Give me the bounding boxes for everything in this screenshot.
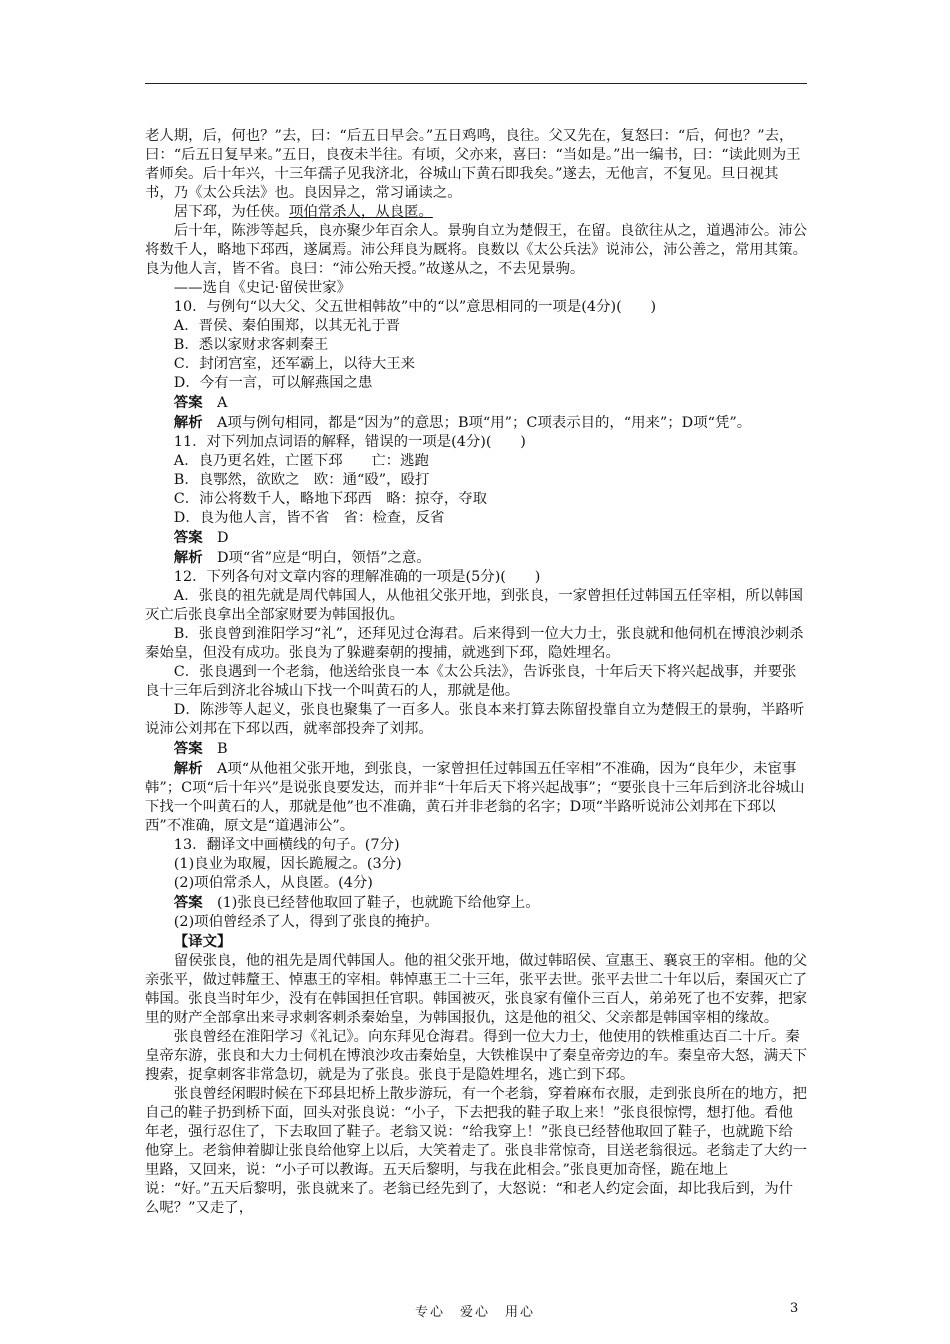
q10-stem: 10．与例句“以大父、父五世相韩故”中的“以”意思相同的一项是(4分)( ) xyxy=(173,299,657,315)
analysis-text: D项“省”应是“明白，领悟”之意。 xyxy=(217,550,431,566)
q10-option-c: C．封闭宫室，还军霸上，以待大王来 xyxy=(173,356,416,372)
q11-option-c: C．沛公将数千人，略地下邳西 略：掠夺，夺取 xyxy=(173,491,488,507)
q13-item-2: (2)项伯常杀人，从良匿。(4分) xyxy=(173,875,373,891)
q10-option-d: D．今有一言，可以解燕国之患 xyxy=(173,375,373,391)
analysis-label: 解析 xyxy=(173,760,203,777)
passage-paragraph-2-text: 居下邳，为任侠。 xyxy=(173,204,289,220)
analysis-text: A项“从他祖父张开地，到张良，一家曾担任过韩国五任宰相”不准确，因为“良年少，未宦事韩”；C项“后十年兴”是说张良要发达，而并非“十年后天下将兴起战事”；“要张良十三年后到济北谷城山下找一个叫黄石的人，那就是他”也不准确，黄石并非老翁的名字；D项“半路听说沛公刘邦在下邳以西”不准确，原文是“道遇沛公”。 xyxy=(145,761,805,834)
q13-answer xyxy=(145,893,807,913)
answer-label: 答案 xyxy=(173,394,203,411)
q12-option-b: B．张良曾到淮阳学习“礼”，还拜见过仓海君。后来得到一位大力士，张良就和他伺机在博浪沙刺杀秦始皇，但没有成功。张良为了躲避秦朝的搜捕，就逃到下邳，隐姓埋名。 xyxy=(145,626,804,661)
passage-source: ——选自《史记·留侯世家》 xyxy=(173,280,352,296)
answer-label: 答案 xyxy=(173,740,203,757)
page-number: 3 xyxy=(790,1301,799,1316)
q10-analysis xyxy=(145,413,807,433)
q11-stem: 11．对下列加点词语的解释，错误的一项是(4分)( ) xyxy=(173,434,526,450)
answer-value: D xyxy=(217,530,229,546)
q10-option-a: A．晋侯、秦伯围郑，以其无礼于晋 xyxy=(173,318,401,334)
q11-analysis xyxy=(145,548,807,568)
header-rule xyxy=(145,83,807,84)
translation-paragraph-1: 留侯张良，他的祖先是周代韩国人。他的祖父张开地，做过韩昭侯、宣惠王、襄哀王的宰相。他的父亲张平，做过韩釐王、悼惠王的宰相。韩悼惠王二十三年，张平去世。张平去世二十年以后，秦国灭亡了韩国。张良当时年少，没有在韩国担任官职。韩国被灭，张良家有僮仆三百人，弟弟死了也不安葬，把家里的财产全部拿出来寻求刺客刺杀秦始皇，为韩国报仇，这是他的祖父、父亲都是韩国宰相的缘故。 xyxy=(145,953,807,1026)
q12-option-a: A．张良的祖先就是周代韩国人，从他祖父张开地，到张良，一家曾担任过韩国五任宰相，所以韩国灭亡后张良拿出全部家财要为韩国报仇。 xyxy=(145,588,803,623)
q13-item-1: (1)良业为取履，因长跪履之。(3分) xyxy=(173,856,402,872)
footer-motto: 专心 爱心 用心 xyxy=(414,1305,535,1320)
q10-option-b: B．悉以家财求客刺秦王 xyxy=(173,337,329,353)
passage-paragraph-3: 后十年，陈涉等起兵，良亦聚少年百余人。景驹自立为楚假王，在留。良欲往从之，道遇沛公。沛公将数千人，略地下邳西，遂属焉。沛公拜良为厩将。良数以《太公兵法》说沛公，沛公善之，常用其策。良为他人言，皆不省。良曰：“沛公殆天授。”故遂从之，不去见景驹。 xyxy=(145,223,807,277)
translation-paragraph-3: 张良曾经闲暇时候在下邳县圯桥上散步游玩，有一个老翁，穿着麻布衣服，走到张良所在的地方，把自己的鞋子扔到桥下面，回头对张良说：“小子，下去把我的鞋子取上来！”张良很惊愕，想打他。看他年老，强行忍住了，下去取回了鞋子。老翁又说：“给我穿上！”张良已经替他取回了鞋子，也就跪下给他穿上。老翁伸着脚让张良给他穿上以后，大笑着走了。张良非常惊奇，目送老翁很远。老翁走了大约一里路，又回来，说：“小子可以教诲。五天后黎明，与我在此相会。”张良更加奇怪，跪在地上说：“好。”五天后黎明，张良就来了。老翁已经先到了，大怒说：“和老人约定会面，却比我后到，为什么呢？”又走了， xyxy=(145,1086,807,1216)
passage-paragraph-1: 老人期，后，何也？”去，曰：“后五日早会。”五日鸡鸣，良往。父又先在，复怒曰：“后，何也？”去，曰：“后五日复早来。”五日，良夜未半往。有顷，父亦来，喜曰：“当如是。”出一编书，曰：“读此则为王者师矣。后十年兴，十三年孺子见我济北，谷城山下黄石即我矣。”遂去，无他言，不复见。旦日视其书，乃《太公兵法》也。良因异之，常习诵读之。 xyxy=(145,128,801,201)
passage-paragraph-2 xyxy=(145,203,807,222)
translation-paragraph-2: 张良曾经在淮阳学习《礼记》。向东拜见仓海君。得到一位大力士，他使用的铁椎重达百二十斤。秦皇帝东游，张良和大力士伺机在博浪沙攻击秦始皇，大铁椎误中了秦皇帝旁边的车。秦皇帝大怒，满天下搜索，捉拿刺客非常急切，就是为了张良。张良于是隐姓埋名，逃亡到下邳。 xyxy=(145,1029,807,1083)
q12-option-d: D．陈涉等人起义，张良也聚集了一百多人。张良本来打算去陈留投靠自立为楚假王的景驹，半路听说沛公刘邦在下邳以西，就率部投奔了刘邦。 xyxy=(145,702,805,737)
answer-value: A xyxy=(217,395,228,411)
q12-stem: 12．下列各句对文章内容的理解准确的一项是(5分)( ) xyxy=(173,569,541,585)
answer-value: (1)张良已经替他取回了鞋子，也就跪下给他穿上。 xyxy=(217,895,540,911)
analysis-label: 解析 xyxy=(173,414,203,431)
answer-label: 答案 xyxy=(173,529,203,546)
q10-answer xyxy=(145,393,807,413)
q13-answer-2: (2)项伯曾经杀了人，得到了张良的掩护。 xyxy=(173,914,439,930)
q11-option-b: B．良鄂然，欲欧之 欧：通“殴”，殴打 xyxy=(173,472,430,488)
q12-analysis xyxy=(145,759,807,836)
translation-header xyxy=(145,932,807,952)
q11-answer xyxy=(145,528,807,548)
q13-stem: 13．翻译文中画横线的句子。(7分) xyxy=(173,837,400,853)
underlined-sentence: 项伯常杀人，从良匿。 xyxy=(288,204,433,220)
q12-answer xyxy=(145,739,807,759)
q11-option-d: D．良为他人言，皆不省 省：检查，反省 xyxy=(173,510,445,526)
translation-header-label: 【译文】 xyxy=(173,933,232,950)
analysis-text: A项与例句相同，都是“因为”的意思；B项“用”；C项表示目的，“用来”；D项“凭”。 xyxy=(217,415,752,431)
page-content xyxy=(145,127,807,1218)
analysis-label: 解析 xyxy=(173,549,203,566)
answer-label: 答案 xyxy=(173,894,203,911)
answer-value: B xyxy=(217,741,228,757)
q12-option-c: C．张良遇到一个老翁，他送给张良一本《太公兵法》，告诉张良，十年后天下将兴起战事，并要张良十三年后到济北谷城山下找一个叫黄石的人，那就是他。 xyxy=(145,664,797,699)
q11-option-a: A．良乃更名姓，亡匿下邳 亡：逃跑 xyxy=(173,453,429,469)
